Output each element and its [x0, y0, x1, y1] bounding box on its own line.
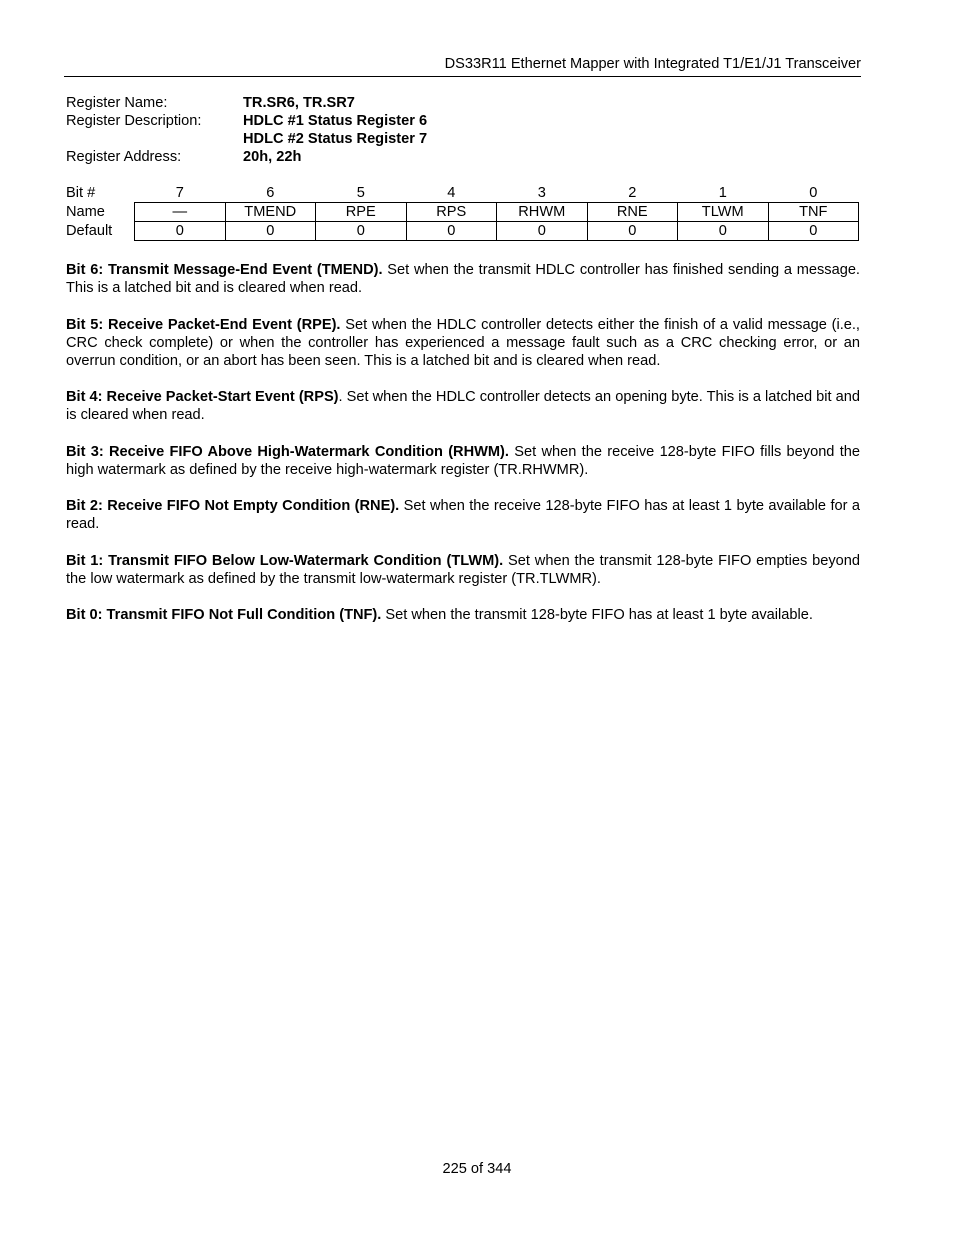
register-bit-table	[66, 184, 859, 241]
bit-3-description	[66, 443, 860, 479]
bit-name-1: TLWM	[678, 203, 769, 222]
bit-2-title: Bit 2: Receive FIFO Not Empty Condition (RNE).	[66, 498, 400, 514]
register-description-spacer	[66, 130, 243, 148]
register-address-value: 20h, 22h	[243, 149, 302, 165]
bit-number-5: 5	[356, 185, 365, 201]
header-divider	[64, 76, 861, 77]
bit-0-title: Bit 0: Transmit FIFO Not Full Condition (TNF).	[66, 607, 382, 623]
register-description-label: Register Description:	[66, 113, 202, 129]
bit-default-7: 0	[135, 222, 226, 241]
bit-number-row	[66, 184, 859, 203]
bit-number-7: 7	[175, 185, 184, 201]
bit-default-row-label: Default	[66, 223, 113, 239]
bit-3-title: Bit 3: Receive FIFO Above High-Watermark Condition (RHWM).	[66, 444, 509, 460]
bit-number-1: 1	[718, 185, 727, 201]
bit-number-6: 6	[266, 185, 275, 201]
bit-4-title: Bit 4: Receive Packet-Start Event (RPS)	[66, 389, 339, 405]
register-description-row	[66, 112, 427, 130]
bit-4-text: . Set when the HDLC controller detects an opening byte. This is a latched bit and is cleared when read.	[66, 389, 860, 423]
bit-5-title: Bit 5: Receive Packet-End Event (RPE).	[66, 317, 341, 333]
bit-default-6: 0	[225, 222, 316, 241]
bit-number-0: 0	[809, 185, 818, 201]
bit-number-2: 2	[628, 185, 637, 201]
bit-1-title: Bit 1: Transmit FIFO Below Low-Watermark Condition (TLWM).	[66, 553, 504, 569]
bit-default-0: 0	[768, 222, 859, 241]
bit-name-0: TNF	[768, 203, 859, 222]
bit-number-3: 3	[537, 185, 546, 201]
bit-1-description	[66, 552, 860, 588]
bit-5-description	[66, 316, 860, 370]
bit-name-3: RHWM	[497, 203, 588, 222]
register-name-row	[66, 94, 427, 112]
register-description-row-2	[66, 130, 427, 148]
bit-6-description	[66, 261, 860, 297]
bit-name-5: RPE	[316, 203, 407, 222]
bit-5-text: Set when the HDLC controller detects either the finish of a valid message (i.e., CRC check complete) or when the controller has experienced a message fault such as a CRC checking error, or an overrun condition, or an abort has been seen. This is a latched bit and is cleared when read.	[66, 317, 860, 369]
register-address-label: Register Address:	[66, 149, 182, 165]
bit-3-text: Set when the receive 128-byte FIFO fills beyond the high watermark as defined by the receive high-watermark register (TR.RHWMR).	[66, 444, 861, 478]
bit-6-title: Bit 6: Transmit Message-End Event (TMEND).	[66, 262, 383, 278]
register-name-label: Register Name:	[66, 95, 168, 111]
register-name-value: TR.SR6, TR.SR7	[243, 95, 355, 111]
bit-number-4: 4	[447, 185, 456, 201]
bit-name-4: RPS	[406, 203, 497, 222]
register-info	[66, 94, 427, 166]
bit-default-2: 0	[587, 222, 678, 241]
bit-default-5: 0	[316, 222, 407, 241]
register-description-value-1: HDLC #1 Status Register 6	[243, 113, 428, 129]
bit-default-3: 0	[497, 222, 588, 241]
bit-default-row	[66, 222, 859, 241]
bit-0-description	[66, 606, 860, 624]
page-number: 225 of 344	[442, 1161, 512, 1177]
bit-2-description	[66, 497, 860, 533]
bit-4-description	[66, 388, 860, 424]
register-address-row	[66, 148, 427, 166]
bit-name-row	[66, 203, 859, 222]
bit-1-text: Set when the transmit 128-byte FIFO empties beyond the low watermark as defined by the transmit low-watermark register (TR.TLWMR).	[66, 553, 861, 587]
bit-2-text: Set when the receive 128-byte FIFO has at least 1 byte available for a read.	[66, 498, 860, 532]
bit-name-row-label: Name	[66, 204, 105, 220]
document-header-title: DS33R11 Ethernet Mapper with Integrated T1/E1/J1 Transceiver	[444, 56, 861, 72]
bit-default-1: 0	[678, 222, 769, 241]
bit-0-text: Set when the transmit 128-byte FIFO has at least 1 byte available.	[381, 607, 813, 623]
bit-6-text: Set when the transmit HDLC controller has finished sending a message. This is a latched bit and is cleared when read.	[66, 262, 860, 296]
bit-number-row-label: Bit #	[66, 185, 96, 202]
bit-name-7: —	[135, 203, 226, 222]
bit-name-2: RNE	[587, 203, 678, 222]
bit-default-4: 0	[406, 222, 497, 241]
bit-name-6: TMEND	[225, 203, 316, 222]
register-description-value-2: HDLC #2 Status Register 7	[243, 131, 428, 147]
